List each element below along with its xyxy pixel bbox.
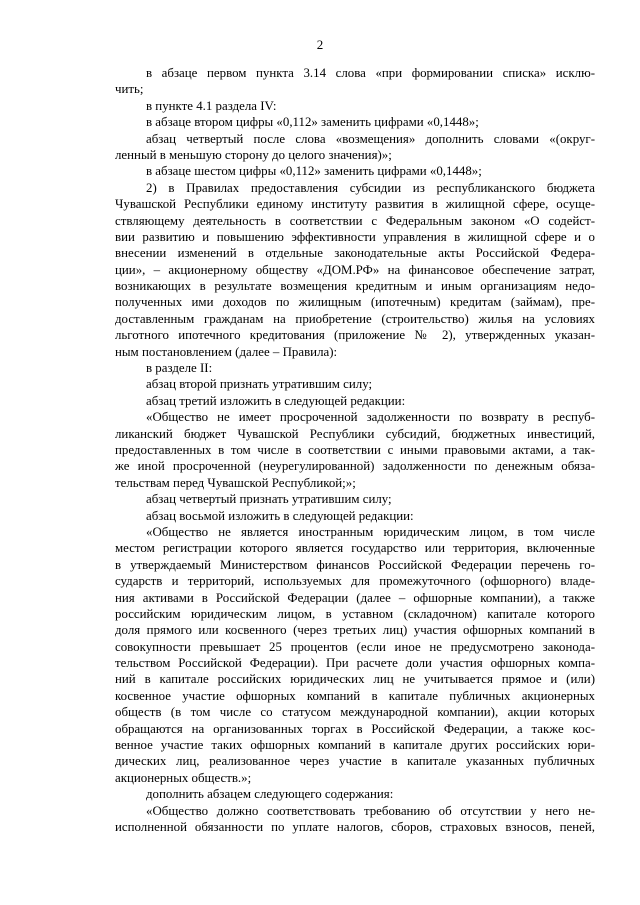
text-line: «Общество должно соответствовать требованию об отсутствии у него не- bbox=[146, 803, 595, 818]
text-line: доставленным гражданам на приобретение (строительство) жилья на условиях bbox=[115, 311, 595, 326]
text-line: косвенное участие офшорных компаний в капитале публичных акционерных bbox=[115, 688, 595, 703]
text-line: абзац четвертый признать утратившим силу; bbox=[146, 492, 392, 507]
text-line: 2) в Правилах предоставления субсидии из республиканского бюджета bbox=[146, 180, 595, 195]
text-line: дополнить абзацем следующего содержания: bbox=[146, 787, 394, 802]
text-line: ствляющему деятельность в соответствии с Федеральным законом «О содейст- bbox=[115, 213, 595, 228]
text-line: внесении изменений в отдельные законодательные акты Российской Федера- bbox=[115, 246, 595, 261]
text-line: абзац восьмой изложить в следующей редакции: bbox=[146, 508, 414, 523]
text-line: вии развитию и повышению эффективности управления в жилищной сфере и о bbox=[115, 229, 595, 244]
text-line: полученных ими доходов по жилищным (ипотечным) кредитам (займам), пре- bbox=[115, 295, 595, 310]
text-line: местом регистрации которого является государство или территория, включенные bbox=[115, 541, 595, 556]
text-line: тельством Российской Федерации). При расчете доли участия офшорных компа- bbox=[115, 656, 595, 671]
text-line: «Общество не имеет просроченной задолженности по возврату в респуб- bbox=[146, 410, 595, 425]
text-line: же иной просроченной (неурегулированной) задолженности по денежным обяза- bbox=[115, 459, 595, 474]
text-line: абзац второй признать утратившим силу; bbox=[146, 377, 373, 392]
text-line: возникающих в результате возмещения кредитным и иным организациям недо- bbox=[115, 279, 595, 294]
text-line: абзац четвертый после слова «возмещения» дополнить словами «(округ- bbox=[146, 131, 595, 146]
text-line: венное участие таких офшорных компаний в капитале других российских юри- bbox=[115, 738, 595, 753]
text-line: ний в капитале российских юридических лиц не учитывается прямое и (или) bbox=[115, 672, 595, 687]
text-line: чить; bbox=[115, 82, 144, 97]
text-line: ленный в меньшую сторону до целого значения)»; bbox=[115, 147, 392, 162]
text-line: в пункте 4.1 раздела IV: bbox=[146, 98, 277, 113]
text-line: ликанский бюджет Чувашской Республики субсидий, бюджетных инвестиций, bbox=[115, 426, 595, 441]
text-line: тельствам перед Чувашской Республикой;»; bbox=[115, 475, 356, 490]
text-line: обществ (в том числе со статусом международной компании), акции которых bbox=[115, 705, 595, 720]
text-line: дических лиц, реализованное через участие в капитале указанных публичных bbox=[115, 754, 595, 769]
text-line: абзац третий изложить в следующей редакции: bbox=[146, 393, 406, 408]
text-line: обращаются на организованных торгах в Российской Федерации, а также кос- bbox=[115, 721, 595, 736]
text-line: ным постановлением (далее – Правила): bbox=[115, 344, 338, 359]
text-line: российским юридическим лицом, в уставном (складочном) капитале которого bbox=[115, 606, 595, 621]
text-line: в абзаце первом пункта 3.14 слова «при формировании списка» исклю- bbox=[146, 66, 595, 80]
page-number: 2 bbox=[316, 37, 324, 52]
text-line: сударств и территорий, используемых для промежуточного (офшорного) владе- bbox=[115, 574, 595, 589]
text-line: ния активами в Российской Федерации (далее – офшорные компании), а также bbox=[115, 590, 595, 605]
text-line: в абзаце шестом цифры «0,112» заменить цифрами «0,1448»; bbox=[146, 164, 482, 179]
text-line: льготного ипотечного кредитования (приложение № 2), утвержденных указан- bbox=[115, 328, 595, 343]
text-line: предоставленных в том числе в соответствии с иными правовыми актами, а так- bbox=[115, 442, 595, 457]
text-line: «Общество не является иностранным юридическим лицом, в том числе bbox=[146, 524, 595, 539]
text-line: доля прямого или косвенного (через третьих лиц) участия офшорных компаний в bbox=[115, 623, 595, 638]
text-line: в разделе II: bbox=[146, 361, 213, 376]
text-line: акционерных обществ.»; bbox=[115, 770, 252, 785]
text-line: в абзаце втором цифры «0,112» заменить цифрами «0,1448»; bbox=[146, 115, 479, 130]
text-line: исполненной обязанности по уплате налогов, сборов, страховых взносов, пеней, bbox=[115, 819, 595, 834]
text-line: Чувашской Республики единому институту развития в жилищной сфере, осуще- bbox=[115, 197, 595, 212]
text-line: совокупности превышает 25 процентов (если иное не предусмотрено законода- bbox=[115, 639, 595, 654]
document-body bbox=[115, 65, 595, 835]
text-line: ции», – акционерному обществу «ДОМ.РФ» на финансовое обеспечение затрат, bbox=[115, 262, 595, 277]
text-line: в утверждаемый Министерством финансов Российской Федерации перечень го- bbox=[115, 557, 595, 572]
